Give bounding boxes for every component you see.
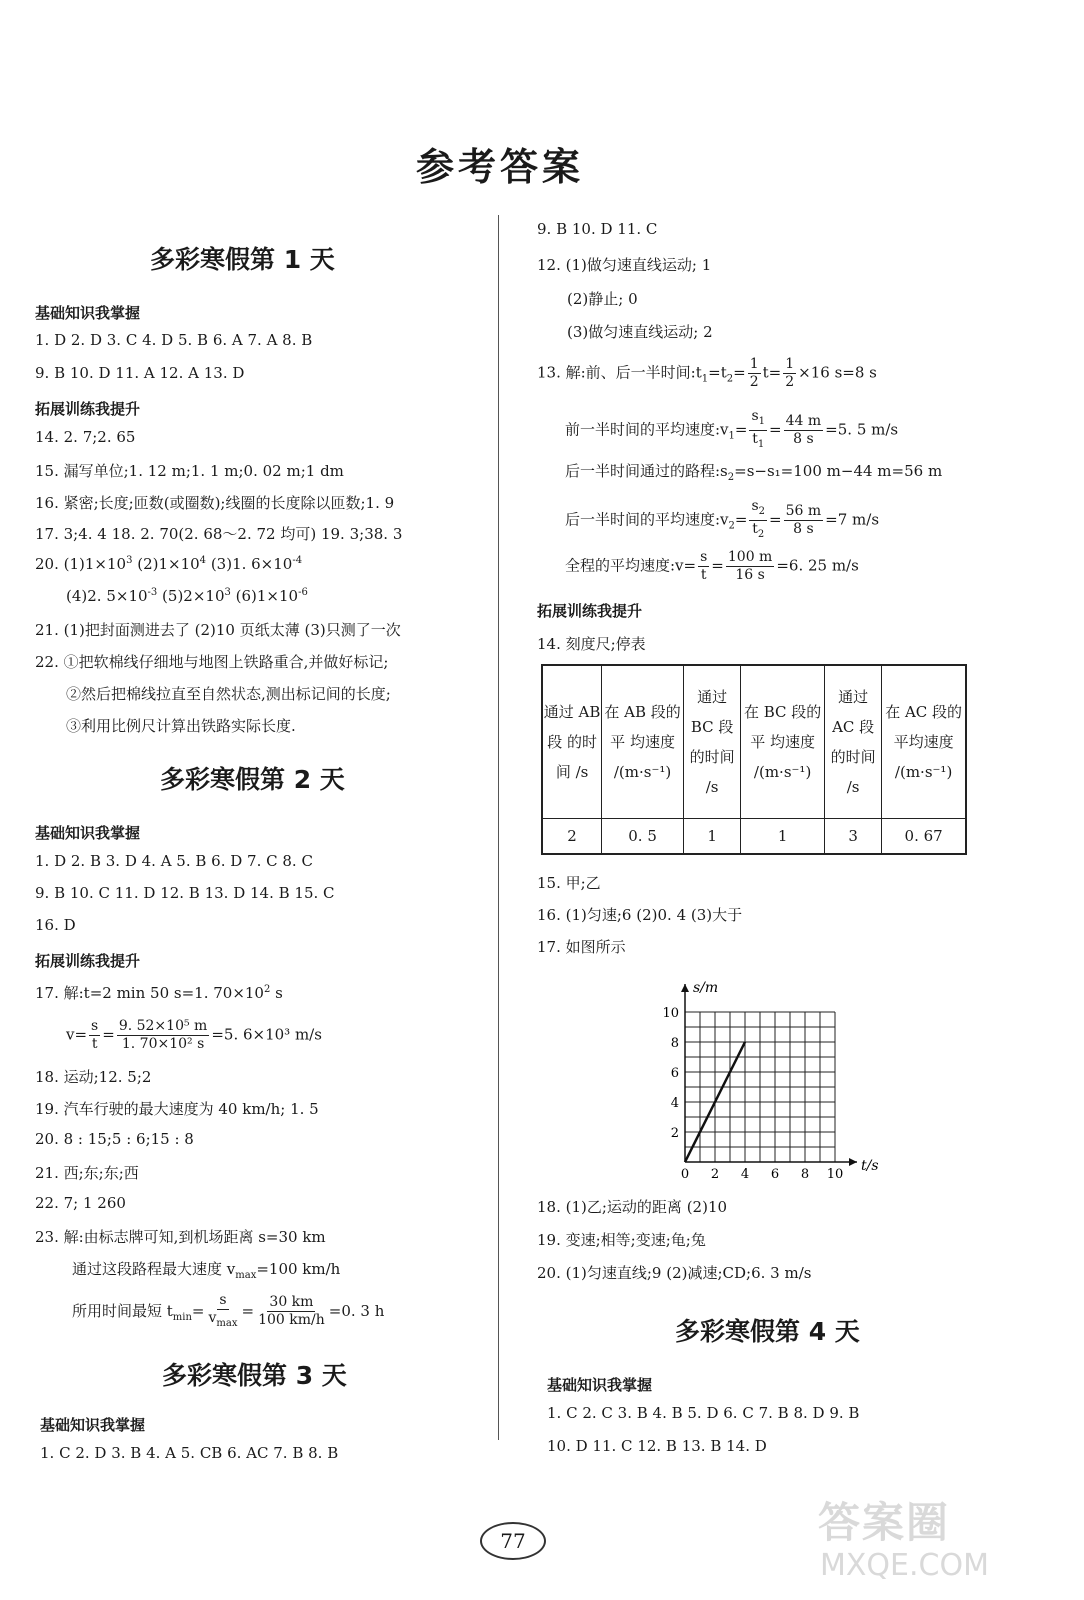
r-q18-answer: 18. (1)乙;运动的距离 (2)10	[537, 1198, 728, 1216]
y-axis-arrow	[681, 984, 689, 992]
r-answers-line1: 9. B 10. D 11. C	[537, 220, 658, 238]
table-header-cell: 在 BC 段的平 均速度 /(m·s⁻¹)	[741, 665, 825, 819]
x-tick-label: 4	[740, 1167, 750, 1182]
d3-answers-line1: 1. C 2. D 3. B 4. A 5. CB 6. AC 7. B 8. B	[40, 1444, 339, 1462]
x-tick-label: 2	[710, 1167, 720, 1182]
day2-heading: 多彩寒假第 2 天	[160, 765, 345, 794]
d2-q23-line1: 23. 解:由标志牌可知,到机场距离 s=30 km	[35, 1228, 326, 1246]
table-header-cell: 通过 BC 段 的时间 /s	[683, 665, 740, 819]
d4-answers-line1: 1. C 2. C 3. B 4. B 5. D 6. C 7. B 8. D 9. B	[547, 1404, 860, 1422]
q17-answer: 17. 3;4. 4 18. 2. 70(2. 68～2. 72 均可) 19. 3;38. 3	[35, 525, 403, 543]
day1-heading: 多彩寒假第 1 天	[150, 245, 335, 274]
table-value-cell: 0. 67	[882, 819, 966, 855]
r-q16-answer: 16. (1)匀速;6 (2)0. 4 (3)大于	[537, 906, 743, 924]
d2-q17-answer: 17. 解:t=2 min 50 s=1. $70\times 10^2$ s	[35, 984, 283, 1002]
r-q14-answer: 14. 刻度尺;停表	[537, 635, 646, 653]
table-value-cell: 3	[824, 819, 881, 855]
d3-basic-heading: 基础知识我掌握	[40, 1416, 146, 1434]
y-axis-label: s/m	[693, 980, 719, 996]
r-q13-line1: 13. 解:前、后一半时间$:t_1=t_2=$ $\frac{1}{2}$ t= $\frac{1}{2}$ ×16 s=8 s	[537, 356, 877, 390]
q20-answer-line1: 20. $(1)1\times 10^3$ $(2)1\times 10^4$ (3)1. $6\times 10^{-4}$	[35, 555, 303, 573]
x-tick-label: 10	[826, 1167, 844, 1182]
table-header-cell: 在 AC 段的 平均速度 /(m·s⁻¹)	[882, 665, 966, 819]
r-q13-line4: 后一半时间的平均速度$:v_2=$ $\frac{s_2}{t_2}$ = $\frac{56 m}{8 s}$ =7 m/s	[565, 498, 880, 540]
day3-heading: 多彩寒假第 3 天	[162, 1361, 347, 1390]
d2-answers-line3: 16. D	[35, 916, 76, 934]
q22-answer-line2: ②然后把棉线拉直至自然状态,测出标记间的长度;	[66, 685, 391, 703]
d2-q19-answer: 19. 汽车行驶的最大速度为 40 km/h; 1. 5	[35, 1100, 319, 1118]
q22-answer-line1: 22. ①把软棉线仔细地与地图上铁路重合,并做好标记;	[35, 653, 389, 671]
y-tick-label: 2	[670, 1126, 679, 1141]
d2-q17-velocity: v= $\frac{s}{t}$ = $\frac{\text{9. 52×10⁵ m}}{\text{1. 70×10² s}}$ =5. 6×10³ m/s	[66, 1018, 322, 1052]
column-divider	[498, 215, 499, 1440]
r-q20-answer: 20. (1)匀速直线;9 (2)减速;CD;6. 3 m/s	[537, 1264, 812, 1282]
day4-heading: 多彩寒假第 4 天	[675, 1317, 860, 1346]
table-header-cell: 通过 AB 段 的时间 /s	[542, 665, 602, 819]
r-q17-answer: 17. 如图所示	[537, 938, 626, 956]
d4-basic-heading: 基础知识我掌握	[547, 1376, 653, 1394]
q20-answer-line2: (4)2. $5\times 10^{-3}$ $(5)2\times 10^3$ $(6)1\times 10^{-6}$	[66, 587, 308, 605]
table-value-cell: 1	[683, 819, 740, 855]
x-axis-arrow	[849, 1158, 857, 1166]
table-header-cell: 通过 AC 段 的时间 /s	[824, 665, 881, 819]
d2-answers-line2: 9. B 10. C 11. D 12. B 13. D 14. B 15. C	[35, 884, 335, 902]
d4-answers-line2: 10. D 11. C 12. B 13. B 14. D	[547, 1437, 767, 1455]
x-tick-label: 0	[680, 1167, 690, 1182]
d2-q18-answer: 18. 运动;12. 5;2	[35, 1068, 152, 1086]
table-value-cell: 0. 5	[602, 819, 684, 855]
r-q13-line5: 全程的平均速度:v= $\frac{s}{t}$ = $\frac{100 m}{16 s}$ =6. 25 m/s	[565, 549, 859, 583]
d1-answers-line1: 1. D 2. D 3. C 4. D 5. B 6. A 7. A 8. B	[35, 331, 313, 349]
q22-answer-line3: ③利用比例尺计算出铁路实际长度.	[66, 717, 296, 735]
x-axis-label: t/s	[861, 1158, 879, 1174]
d2-q21-answer: 21. 西;东;东;西	[35, 1164, 139, 1182]
d2-q20-answer: 20. 8 : 15;5 : 6;15 : 8	[35, 1130, 194, 1148]
y-tick-label: 6	[670, 1066, 679, 1081]
r-q15-answer: 15. 甲;乙	[537, 874, 601, 892]
r-q13-line3: 后一半时间通过的路程$:s_2=s-s_1=100$ m−44 m=56 m	[565, 462, 943, 483]
x-tick-label: 6	[770, 1167, 780, 1182]
r-q12-line3: (3)做匀速直线运动; 2	[567, 323, 713, 341]
d1-basic-heading: 基础知识我掌握	[35, 304, 141, 322]
r-q12-line1: 12. (1)做匀速直线运动; 1	[537, 256, 712, 274]
d2-ext-heading: 拓展训练我提升	[35, 952, 141, 970]
page-number: 77	[480, 1522, 546, 1560]
table-header-cell: 在 AB 段的平 均速度 /(m·s⁻¹)	[602, 665, 684, 819]
q15-answer: 15. 漏写单位;1. 12 m;1. 1 m;0. 02 m;1 dm	[35, 462, 344, 480]
y-tick-label: 4	[670, 1096, 679, 1111]
x-tick-label: 8	[800, 1167, 810, 1182]
d2-answers-line1: 1. D 2. B 3. D 4. A 5. B 6. D 7. C 8. C	[35, 852, 313, 870]
d2-q23-line3: 所用时间最短 $t_{min}=$ $\frac{s}{v_{max}}$ = $\frac{30 km}{100 km/h}$ =0. 3 h	[72, 1292, 385, 1329]
q16-answer: 16. 紧密;长度;匝数(或圈数);线圈的长度除以匝数;1. 9	[35, 494, 395, 512]
y-tick-label: 8	[670, 1036, 679, 1051]
r-q19-answer: 19. 变速;相等;变速;龟;兔	[537, 1231, 706, 1249]
d1-ext-heading: 拓展训练我提升	[35, 400, 141, 418]
table-value-cell: 1	[741, 819, 825, 855]
r-q12-line2: (2)静止; 0	[567, 290, 638, 308]
r-ext-heading: 拓展训练我提升	[537, 602, 643, 620]
d1-answers-line2: 9. B 10. D 11. A 12. A 13. D	[35, 364, 245, 382]
answer-table	[541, 664, 967, 855]
page-title: 参考答案	[415, 145, 584, 189]
table-value-cell: 2	[542, 819, 602, 855]
d2-q23-line2: 通过这段路程最大速度 $v_{max}=100$ km/h	[72, 1260, 341, 1281]
d2-q22-answer: 22. 7; 1 260	[35, 1194, 126, 1212]
watermark-text: 答案圈	[818, 1498, 951, 1547]
watermark-url: MXQE.COM	[820, 1548, 989, 1583]
d2-basic-heading: 基础知识我掌握	[35, 824, 141, 842]
y-tick-label: 10	[662, 1006, 679, 1021]
r-q13-line2: 前一半时间的平均速度$:v_1=$ $\frac{s_1}{t_1}$ = $\frac{44 m}{8 s}$ =5. 5 m/s	[565, 408, 899, 450]
st-graph	[650, 962, 890, 1182]
q21-answer: 21. (1)把封面测进去了 (2)10 页纸太薄 (3)只测了一次	[35, 621, 401, 639]
q14-answer: 14. 2. 7;2. 65	[35, 428, 136, 446]
